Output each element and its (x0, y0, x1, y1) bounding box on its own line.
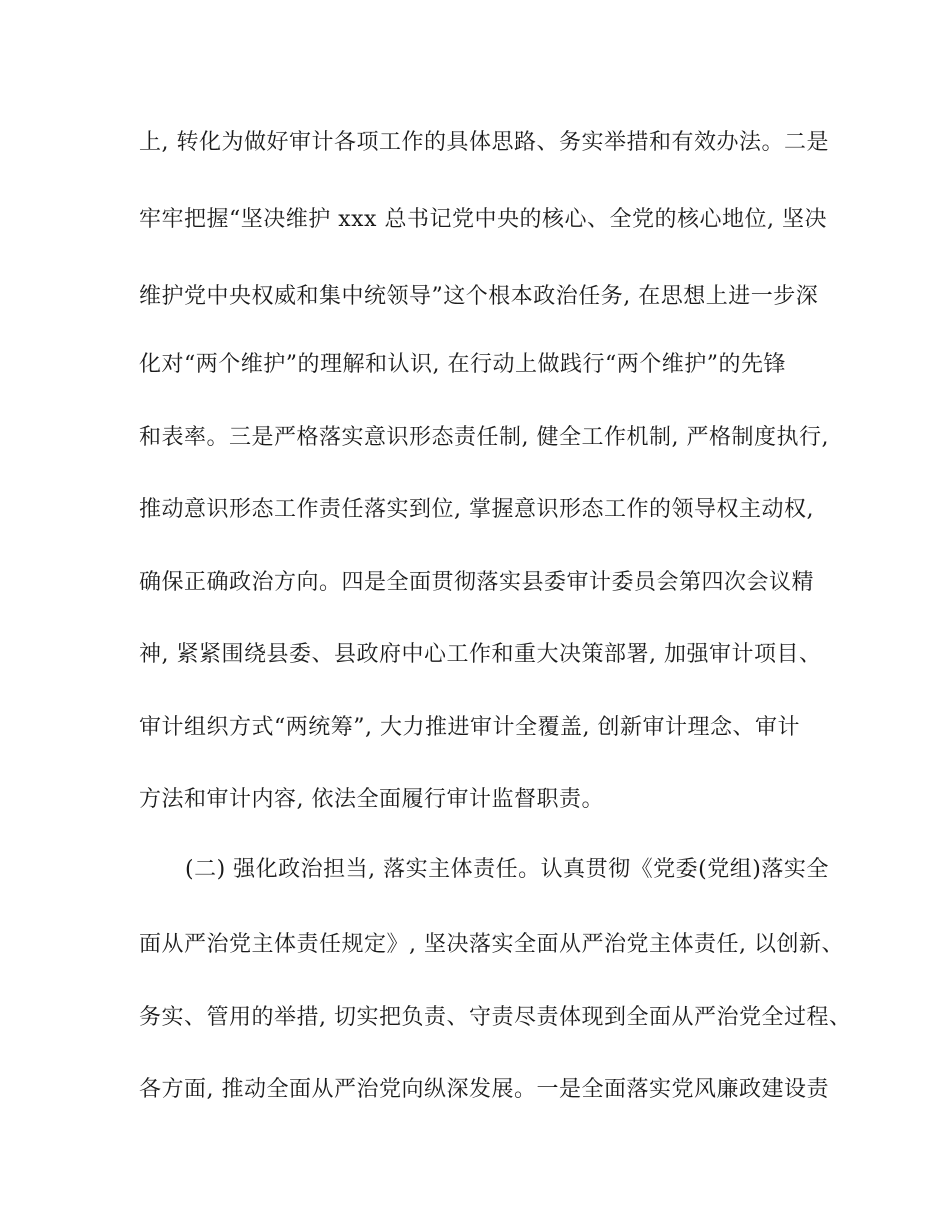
text-line-1: 上, 转化为做好审计各项工作的具体思路、务实举措和有效办法。二是 (139, 130, 829, 155)
text-line-2: 牢牢把握“坚决维护 xxx 总书记党中央的核心、全党的核心地位, 坚决 (139, 207, 827, 232)
text-line-12: 面从严治党主体责任规定》, 坚决落实全面从严治党主体责任, 以创新、 (139, 932, 844, 957)
text-line-8: 神, 紧紧围绕县委、县政府中心工作和重大决策部署, 加强审计项目、 (139, 642, 822, 667)
text-line-10: 方法和审计内容, 依法全面履行审计监督职责。 (139, 787, 604, 812)
text-line-5: 和表率。三是严格落实意识形态责任制, 健全工作机制, 严格制度执行, (139, 425, 829, 450)
text-line-4: 化对“两个维护”的理解和认识, 在行动上做践行“两个维护”的先锋 (139, 352, 786, 377)
text-line-6: 推动意识形态工作责任落实到位, 掌握意识形态工作的领导权主动权, (139, 497, 814, 522)
text-line-3: 维护党中央权威和集中统领导”这个根本政治任务, 在思想上进一步深 (139, 284, 819, 309)
text-line-9: 审计组织方式“两统筹”, 大力推进审计全覆盖, 创新审计理念、审计 (139, 715, 800, 740)
text-line-13: 务实、管用的举措, 切实把负责、守责尽责体现到全面从严治党全过程、 (139, 1005, 852, 1030)
section-heading-line: (二) 强化政治担当, 落实主体责任。认真贯彻《党委(党组)落实全 (185, 857, 829, 882)
text-line-7: 确保正确政治方向。四是全面贯彻落实县委审计委员会第四次会议精 (139, 570, 815, 595)
text-line-14: 各方面, 推动全面从严治党向纵深发展。一是全面落实党风廉政建设责 (139, 1077, 829, 1102)
